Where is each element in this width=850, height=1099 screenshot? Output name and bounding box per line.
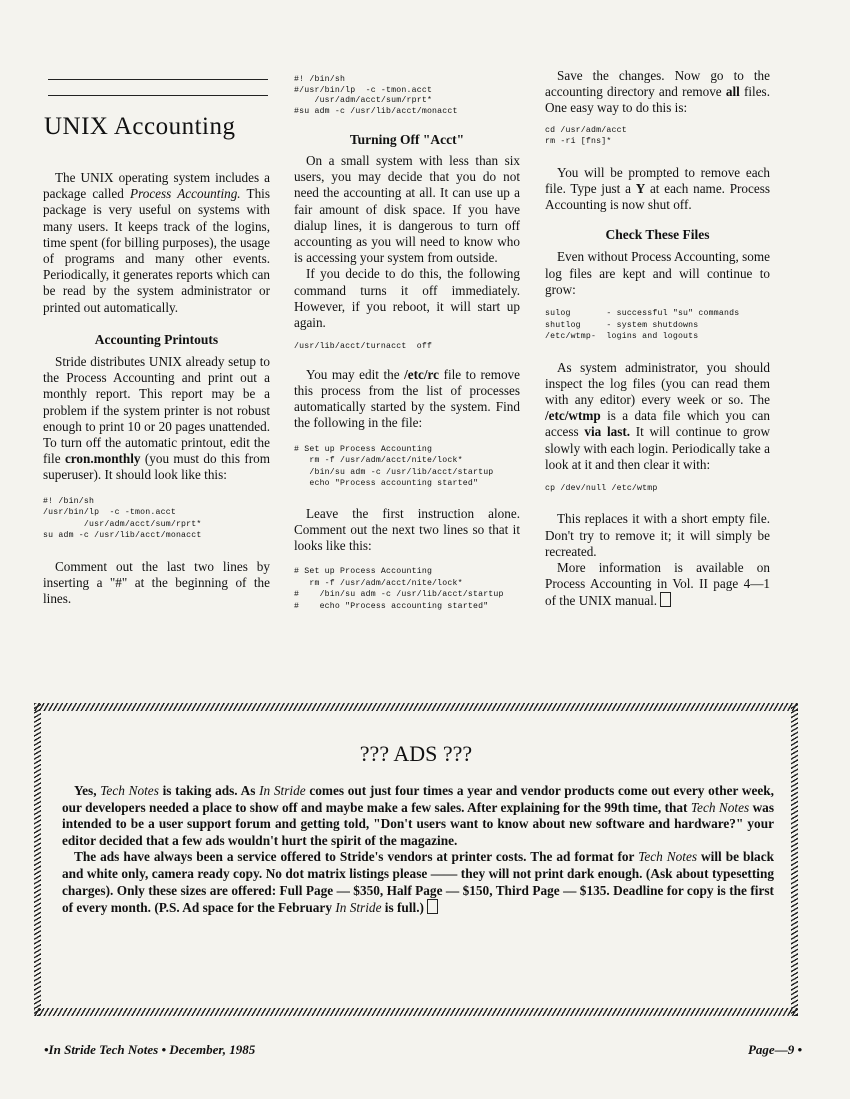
log-files-paragraph: Even without Process Accounting, some log files are kept and will continue to grow:	[545, 249, 770, 297]
column-1	[43, 170, 270, 607]
code-cron-monthly: #! /bin/sh /usr/bin/lp -c -tmon.acct /usr/adm/acct/sum/rprt* su adm -c /usr/lib/acct/monacct	[43, 496, 202, 541]
ads-title: ??? ADS ???	[359, 741, 473, 766]
leave-first-paragraph: Leave the first instruction alone. Comment out the next two lines so that it looks like this:	[294, 505, 520, 553]
ads-border-top	[34, 703, 798, 711]
etc-rc-paragraph: You may edit the /etc/rc file to remove this process from the list of processes automatically started by the system. Find the following in the file:	[294, 366, 521, 431]
article-title: UNIX Accounting	[44, 113, 236, 140]
code-remove-files: cd /usr/adm/acct rm -ri [fns]*	[545, 125, 627, 147]
small-system-paragraph: On a small system with less than six users, you may decide that you do not need the accounting at all. It can use up a fair amount of disk space. If you have dialup lines, it is dangerous to turn off accounting as you will need to know who is accessing your system from outside.	[294, 153, 520, 266]
column-2	[294, 75, 520, 612]
save-changes-paragraph: Save the changes. Now go to the accounting directory and remove all files. One easy way to do this is:	[545, 68, 770, 116]
replaces-paragraph: This replaces it with a short empty file. Don't try to remove it; it will simply be recreated.	[545, 511, 770, 559]
ads-body	[62, 783, 774, 917]
comment-out-paragraph: Comment out the last two lines by inserting a "#" at the beginning of the lines.	[43, 558, 270, 607]
inspect-logs-paragraph: As system administrator, you should inspect the log files (you can read them with any editor) every week or so. The /etc/wtmp is a data file which you can access via last. It will continue to grow slowly with each login. Periodically take a look at it and then clear it with:	[545, 359, 770, 472]
ads-border-bottom	[34, 1008, 798, 1016]
footer-left: •In Stride Tech Notes • December, 1985	[44, 1042, 256, 1057]
prompted-paragraph: You will be prompted to remove each file. Type just a Y at each name. Process Accounting is now shut off.	[545, 164, 770, 213]
ads-end-mark-icon	[427, 899, 438, 914]
decide-paragraph: If you decide to do this, the following command turns it off immediately. However, if you reboot, it will start up again.	[294, 266, 520, 331]
top-rule-2	[48, 95, 268, 96]
heading-accounting-printouts: Accounting Printouts	[94, 331, 219, 347]
top-rule-1	[48, 79, 268, 80]
code-turnacct: /usr/lib/acct/turnacct off	[294, 342, 433, 352]
printouts-paragraph: Stride distributes UNIX already setup to the Process Accounting and print out a monthly report. This report may be a problem if the system printer is not robust enough to print 10 or 20 pages unattended. To turn off the automatic printout, edit the file cron.monthly (you must do this from superuser). It should look like this:	[43, 354, 270, 483]
code-startup-commented: # Set up Process Accounting rm -f /usr/adm/acct/nite/lock* # /bin/su adm -c /usr/lib/acct/startup # echo "Process accounting started"	[294, 567, 504, 611]
code-startup-original: # Set up Process Accounting rm -f /usr/adm/acct/nite/lock* /bin/su adm -c /usr/lib/acct/startup echo "Process accounting started"	[294, 444, 494, 489]
code-log-files: sulog - successful "su" commands shutlog - system shutdowns /etc/wtmp- logins and logouts	[545, 309, 740, 342]
intro-paragraph: The UNIX operating system includes a package called Process Accounting. This package is very useful on systems with many users. It keeps track of the logins, time spent (for billing purposes), the usage of programs and many other events. Periodically, it generates reports which can be read by the system administrator or printed out automatically.	[43, 170, 270, 315]
code-clear-wtmp: cp /dev/null /etc/wtmp	[545, 483, 658, 493]
ads-paragraph-2: The ads have always been a service offered to Stride's vendors at printer costs. The ad format for Tech Notes will be black and white only, camera ready copy. No dot matrix listings please —— they will not print dark enough. (Ask about typesetting charges). Only these sizes are offered: Full Page — $350, Half Page — $150, Third Page — $135. Deadline for copy is the first of every month. (P.S. Ad space for the February In Stride is full.)	[62, 849, 774, 916]
heading-check-these-files: Check These Files	[605, 227, 710, 243]
column-3	[545, 68, 770, 610]
ads-paragraph-1: Yes, Tech Notes is taking ads. As In Stride comes out just four times a year and vendor products come out every other week, our developers needed a place to show off and maybe make a few sales. After explaining for the 99th time, that Tech Notes was intended to be a user support forum and getting told, "Don't users want to know about new software and hardware?" your editor decided that a few ads wouldn't hurt the spirit of the magazine.	[62, 783, 775, 848]
code-commented-cron: #! /bin/sh #/usr/bin/lp -c -tmon.acct /usr/adm/acct/sum/rprt* #su adm -c /usr/lib/acct/monacct	[294, 75, 458, 117]
ads-box	[34, 703, 798, 1016]
heading-turning-off-acct: Turning Off "Acct"	[349, 131, 465, 147]
more-info-paragraph: More information is available on Process Accounting in Vol. II page 4—1 of the UNIX manual.	[545, 560, 770, 609]
footer-page-number: Page—9 •	[747, 1042, 802, 1057]
end-mark-icon	[660, 592, 671, 607]
